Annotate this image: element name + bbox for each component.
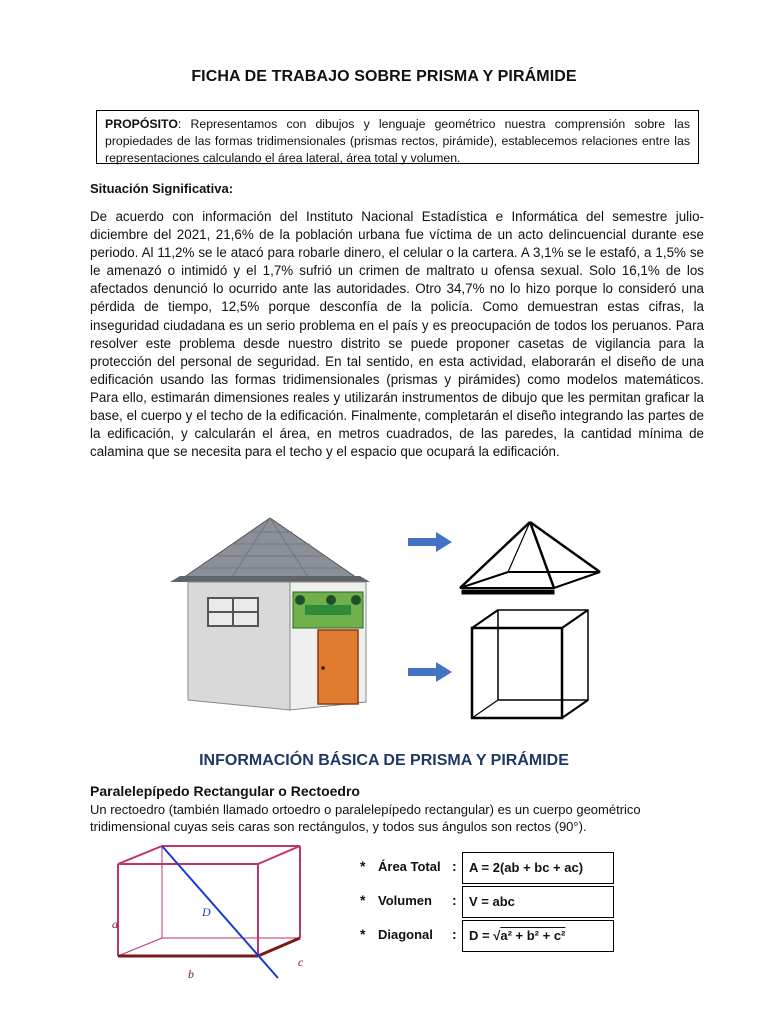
roof-shape bbox=[180, 518, 360, 580]
formula-volume: * Volumen : V = abc bbox=[360, 886, 620, 920]
situation-paragraph: De acuerdo con información del Instituto Nacional Estadística e Informática del semestre julio- diciembre del 2021, 21,6% de la población urbana fue víctima de un acto delincuencial durante ese periodo. Al 11,2% se le atacó para robarle dinero, el celular o la cartera. A 3,1% se le estafó, a 1,5% se le amenazó o intimidó y el 1,7% sufrió un crimen de maltrato u ofensa sexual. Solo 16,1% de los afectados denunció lo ocurrido ante las autoridades. Otro 34,7% no lo hizo porque lo consideró una pérdida de tiempo, 12,5% porque desconfía de la policía. Como demuestran estas cifras, la inseguridad ciudadana es un serio problema en el país y es preocupación de todos los peruanos. Para resolver este problema desde nuestro distrito se puede proponer casetas de vigilancia para la protección del personal de seguridad. En tal sentido, en esta actividad, elaborarán el diseño de una edificación usando las formas tridimensionales (prismas y pirámides) como modelos matemáticos. Para ello, estimarán dimensiones reales y utilizarán instrumentos de dibujo que les permitan graficar la base, el cuerpo y el techo de la edificación. Finalmente, completarán el diseño integrando las partes de la edificación, y calcularán el área, en metros cuadrados, de las paredes, la cantidad mínima de calamina que se necesita para el techo y el espacio que ocupará la edificación. bbox=[90, 209, 704, 460]
roof-eave bbox=[170, 576, 370, 582]
situation-label: Situación Significativa: bbox=[90, 181, 234, 196]
diagonal-box: D = √a² + b² + c² bbox=[462, 920, 614, 952]
rectoedro-figure bbox=[110, 838, 330, 988]
sign-banner bbox=[305, 605, 351, 615]
purpose-text: : Representamos con dibujos y lenguaje geométrico nuestra comprensión sobre las propiedades de las formas tridimensionales (prismas rectos, pirámide), establecemos relaciones entre las representaciones calculando el área lateral, área total y volumen. bbox=[105, 117, 690, 165]
label-d: D bbox=[202, 905, 211, 919]
label-b: b bbox=[188, 967, 194, 981]
officer-icon bbox=[295, 595, 305, 605]
formula-diagonal: * Diagonal : D = √a² + b² + c² bbox=[360, 920, 620, 954]
pyramid-icon bbox=[460, 522, 600, 594]
section-title: INFORMACIÓN BÁSICA DE PRISMA Y PIRÁMIDE bbox=[199, 752, 569, 769]
purpose-label: PROPÓSITO bbox=[105, 117, 178, 131]
label-c: c bbox=[298, 955, 304, 969]
subsection-heading: Paralelepípedo Rectangular o Rectoedro bbox=[90, 783, 360, 799]
subsection-text: Un rectoedro (también llamado ortoedro o paralelepípedo rectangular) es un cuerpo geométrico tridimensional cuyas seis caras son rectángulos, y todos sus ángulos son rectos (90°). bbox=[90, 802, 641, 834]
label-a: a bbox=[112, 917, 118, 931]
situation-text bbox=[90, 208, 704, 461]
formula-area: * Área Total : A = 2(ab + bc + ac) bbox=[360, 852, 620, 886]
purpose-box bbox=[96, 110, 699, 164]
page-title: FICHA DE TRABAJO SOBRE PRISMA Y PIRÁMIDE bbox=[191, 68, 577, 85]
arrow-icon bbox=[408, 532, 452, 682]
house-illustration bbox=[160, 510, 620, 740]
formula-list bbox=[360, 852, 620, 954]
cube-icon bbox=[472, 610, 588, 718]
